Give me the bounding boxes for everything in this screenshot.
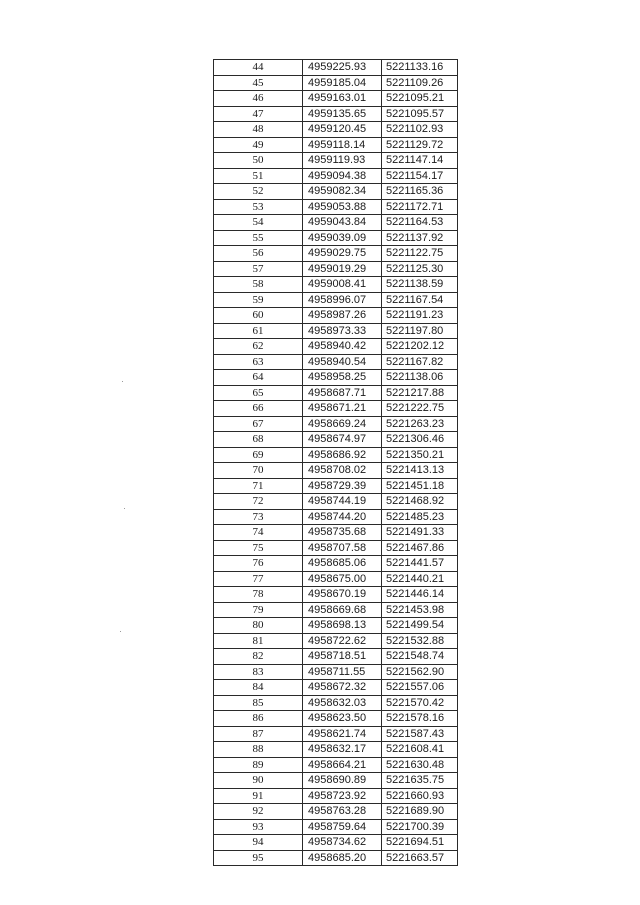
coordinate-table-page bbox=[213, 59, 458, 866]
coordinate-table bbox=[213, 59, 458, 866]
table-row bbox=[214, 664, 458, 680]
y-coordinate-cell: 5221562.90 bbox=[382, 664, 458, 680]
table-row bbox=[214, 587, 458, 603]
y-coordinate-cell: 5221491.33 bbox=[382, 525, 458, 541]
point-number-cell: 67 bbox=[214, 416, 303, 432]
y-coordinate-cell: 5221102.93 bbox=[382, 122, 458, 138]
point-number-cell: 47 bbox=[214, 106, 303, 122]
x-coordinate-cell: 4958987.26 bbox=[303, 308, 382, 324]
point-number-cell: 89 bbox=[214, 757, 303, 773]
y-coordinate-cell: 5221263.23 bbox=[382, 416, 458, 432]
y-coordinate-cell: 5221608.41 bbox=[382, 742, 458, 758]
table-row bbox=[214, 726, 458, 742]
y-coordinate-cell: 5221197.80 bbox=[382, 323, 458, 339]
table-row bbox=[214, 292, 458, 308]
x-coordinate-cell: 4959043.84 bbox=[303, 215, 382, 231]
y-coordinate-cell: 5221441.57 bbox=[382, 556, 458, 572]
table-row bbox=[214, 199, 458, 215]
x-coordinate-cell: 4958698.13 bbox=[303, 618, 382, 634]
y-coordinate-cell: 5221154.17 bbox=[382, 168, 458, 184]
table-row bbox=[214, 432, 458, 448]
point-number-cell: 95 bbox=[214, 850, 303, 866]
y-coordinate-cell: 5221129.72 bbox=[382, 137, 458, 153]
y-coordinate-cell: 5221413.13 bbox=[382, 463, 458, 479]
x-coordinate-cell: 4958763.28 bbox=[303, 804, 382, 820]
y-coordinate-cell: 5221133.16 bbox=[382, 60, 458, 76]
x-coordinate-cell: 4958711.55 bbox=[303, 664, 382, 680]
y-coordinate-cell: 5221635.75 bbox=[382, 773, 458, 789]
x-coordinate-cell: 4958664.21 bbox=[303, 757, 382, 773]
point-number-cell: 84 bbox=[214, 680, 303, 696]
x-coordinate-cell: 4958707.58 bbox=[303, 540, 382, 556]
table-row bbox=[214, 649, 458, 665]
table-row bbox=[214, 788, 458, 804]
y-coordinate-cell: 5221468.92 bbox=[382, 494, 458, 510]
table-row bbox=[214, 277, 458, 293]
point-number-cell: 81 bbox=[214, 633, 303, 649]
x-coordinate-cell: 4959163.01 bbox=[303, 91, 382, 107]
y-coordinate-cell: 5221660.93 bbox=[382, 788, 458, 804]
point-number-cell: 90 bbox=[214, 773, 303, 789]
point-number-cell: 50 bbox=[214, 153, 303, 169]
y-coordinate-cell: 5221109.26 bbox=[382, 75, 458, 91]
point-number-cell: 57 bbox=[214, 261, 303, 277]
y-coordinate-cell: 5221138.06 bbox=[382, 370, 458, 386]
point-number-cell: 51 bbox=[214, 168, 303, 184]
point-number-cell: 74 bbox=[214, 525, 303, 541]
x-coordinate-cell: 4958672.32 bbox=[303, 680, 382, 696]
y-coordinate-cell: 5221125.30 bbox=[382, 261, 458, 277]
table-row bbox=[214, 308, 458, 324]
y-coordinate-cell: 5221164.53 bbox=[382, 215, 458, 231]
x-coordinate-cell: 4958744.19 bbox=[303, 494, 382, 510]
table-row bbox=[214, 323, 458, 339]
point-number-cell: 71 bbox=[214, 478, 303, 494]
scan-speck bbox=[124, 508, 125, 509]
x-coordinate-cell: 4958973.33 bbox=[303, 323, 382, 339]
x-coordinate-cell: 4958685.06 bbox=[303, 556, 382, 572]
x-coordinate-cell: 4959019.29 bbox=[303, 261, 382, 277]
table-row bbox=[214, 91, 458, 107]
point-number-cell: 83 bbox=[214, 664, 303, 680]
point-number-cell: 78 bbox=[214, 587, 303, 603]
y-coordinate-cell: 5221467.86 bbox=[382, 540, 458, 556]
point-number-cell: 58 bbox=[214, 277, 303, 293]
y-coordinate-cell: 5221532.88 bbox=[382, 633, 458, 649]
x-coordinate-cell: 4958621.74 bbox=[303, 726, 382, 742]
x-coordinate-cell: 4958685.20 bbox=[303, 850, 382, 866]
table-row bbox=[214, 509, 458, 525]
x-coordinate-cell: 4958669.24 bbox=[303, 416, 382, 432]
table-row bbox=[214, 804, 458, 820]
point-number-cell: 56 bbox=[214, 246, 303, 262]
table-row bbox=[214, 633, 458, 649]
point-number-cell: 64 bbox=[214, 370, 303, 386]
x-coordinate-cell: 4958940.42 bbox=[303, 339, 382, 355]
table-row bbox=[214, 261, 458, 277]
table-row bbox=[214, 401, 458, 417]
x-coordinate-cell: 4958708.02 bbox=[303, 463, 382, 479]
x-coordinate-cell: 4959119.93 bbox=[303, 153, 382, 169]
x-coordinate-cell: 4958759.64 bbox=[303, 819, 382, 835]
point-number-cell: 82 bbox=[214, 649, 303, 665]
x-coordinate-cell: 4958670.19 bbox=[303, 587, 382, 603]
y-coordinate-cell: 5221147.14 bbox=[382, 153, 458, 169]
y-coordinate-cell: 5221350.21 bbox=[382, 447, 458, 463]
x-coordinate-cell: 4958671.21 bbox=[303, 401, 382, 417]
y-coordinate-cell: 5221165.36 bbox=[382, 184, 458, 200]
x-coordinate-cell: 4958669.68 bbox=[303, 602, 382, 618]
table-row bbox=[214, 757, 458, 773]
point-number-cell: 66 bbox=[214, 401, 303, 417]
table-row bbox=[214, 680, 458, 696]
y-coordinate-cell: 5221578.16 bbox=[382, 711, 458, 727]
y-coordinate-cell: 5221446.14 bbox=[382, 587, 458, 603]
table-row bbox=[214, 122, 458, 138]
table-row bbox=[214, 354, 458, 370]
coordinate-table-body bbox=[214, 60, 458, 866]
x-coordinate-cell: 4959135.65 bbox=[303, 106, 382, 122]
x-coordinate-cell: 4958723.92 bbox=[303, 788, 382, 804]
table-row bbox=[214, 385, 458, 401]
scan-speck bbox=[122, 381, 123, 382]
point-number-cell: 59 bbox=[214, 292, 303, 308]
table-row bbox=[214, 184, 458, 200]
y-coordinate-cell: 5221095.21 bbox=[382, 91, 458, 107]
point-number-cell: 80 bbox=[214, 618, 303, 634]
x-coordinate-cell: 4958996.07 bbox=[303, 292, 382, 308]
point-number-cell: 70 bbox=[214, 463, 303, 479]
y-coordinate-cell: 5221700.39 bbox=[382, 819, 458, 835]
point-number-cell: 73 bbox=[214, 509, 303, 525]
table-row bbox=[214, 137, 458, 153]
y-coordinate-cell: 5221191.23 bbox=[382, 308, 458, 324]
table-row bbox=[214, 416, 458, 432]
scan-speck bbox=[120, 631, 121, 632]
table-row bbox=[214, 773, 458, 789]
table-row bbox=[214, 835, 458, 851]
x-coordinate-cell: 4959185.04 bbox=[303, 75, 382, 91]
point-number-cell: 87 bbox=[214, 726, 303, 742]
y-coordinate-cell: 5221499.54 bbox=[382, 618, 458, 634]
x-coordinate-cell: 4958632.03 bbox=[303, 695, 382, 711]
y-coordinate-cell: 5221202.12 bbox=[382, 339, 458, 355]
point-number-cell: 68 bbox=[214, 432, 303, 448]
table-row bbox=[214, 540, 458, 556]
x-coordinate-cell: 4959039.09 bbox=[303, 230, 382, 246]
table-row bbox=[214, 339, 458, 355]
point-number-cell: 85 bbox=[214, 695, 303, 711]
point-number-cell: 62 bbox=[214, 339, 303, 355]
table-row bbox=[214, 850, 458, 866]
y-coordinate-cell: 5221689.90 bbox=[382, 804, 458, 820]
y-coordinate-cell: 5221440.21 bbox=[382, 571, 458, 587]
x-coordinate-cell: 4958686.92 bbox=[303, 447, 382, 463]
x-coordinate-cell: 4958958.25 bbox=[303, 370, 382, 386]
point-number-cell: 54 bbox=[214, 215, 303, 231]
point-number-cell: 69 bbox=[214, 447, 303, 463]
point-number-cell: 75 bbox=[214, 540, 303, 556]
y-coordinate-cell: 5221587.43 bbox=[382, 726, 458, 742]
x-coordinate-cell: 4958735.68 bbox=[303, 525, 382, 541]
point-number-cell: 76 bbox=[214, 556, 303, 572]
table-row bbox=[214, 75, 458, 91]
table-row bbox=[214, 370, 458, 386]
y-coordinate-cell: 5221630.48 bbox=[382, 757, 458, 773]
x-coordinate-cell: 4958940.54 bbox=[303, 354, 382, 370]
table-row bbox=[214, 463, 458, 479]
x-coordinate-cell: 4958675.00 bbox=[303, 571, 382, 587]
x-coordinate-cell: 4959082.34 bbox=[303, 184, 382, 200]
y-coordinate-cell: 5221557.06 bbox=[382, 680, 458, 696]
point-number-cell: 93 bbox=[214, 819, 303, 835]
y-coordinate-cell: 5221222.75 bbox=[382, 401, 458, 417]
table-row bbox=[214, 230, 458, 246]
y-coordinate-cell: 5221137.92 bbox=[382, 230, 458, 246]
table-row bbox=[214, 571, 458, 587]
x-coordinate-cell: 4958674.97 bbox=[303, 432, 382, 448]
x-coordinate-cell: 4959225.93 bbox=[303, 60, 382, 76]
point-number-cell: 65 bbox=[214, 385, 303, 401]
point-number-cell: 46 bbox=[214, 91, 303, 107]
table-row bbox=[214, 525, 458, 541]
x-coordinate-cell: 4958744.20 bbox=[303, 509, 382, 525]
y-coordinate-cell: 5221217.88 bbox=[382, 385, 458, 401]
x-coordinate-cell: 4959053.88 bbox=[303, 199, 382, 215]
table-row bbox=[214, 819, 458, 835]
y-coordinate-cell: 5221306.46 bbox=[382, 432, 458, 448]
point-number-cell: 79 bbox=[214, 602, 303, 618]
y-coordinate-cell: 5221694.51 bbox=[382, 835, 458, 851]
y-coordinate-cell: 5221485.23 bbox=[382, 509, 458, 525]
y-coordinate-cell: 5221138.59 bbox=[382, 277, 458, 293]
x-coordinate-cell: 4959120.45 bbox=[303, 122, 382, 138]
point-number-cell: 45 bbox=[214, 75, 303, 91]
table-row bbox=[214, 153, 458, 169]
point-number-cell: 92 bbox=[214, 804, 303, 820]
point-number-cell: 53 bbox=[214, 199, 303, 215]
point-number-cell: 94 bbox=[214, 835, 303, 851]
table-row bbox=[214, 556, 458, 572]
y-coordinate-cell: 5221167.82 bbox=[382, 354, 458, 370]
point-number-cell: 52 bbox=[214, 184, 303, 200]
table-row bbox=[214, 478, 458, 494]
table-row bbox=[214, 602, 458, 618]
x-coordinate-cell: 4959094.38 bbox=[303, 168, 382, 184]
y-coordinate-cell: 5221172.71 bbox=[382, 199, 458, 215]
x-coordinate-cell: 4958623.50 bbox=[303, 711, 382, 727]
table-row bbox=[214, 618, 458, 634]
point-number-cell: 86 bbox=[214, 711, 303, 727]
table-row bbox=[214, 215, 458, 231]
y-coordinate-cell: 5221548.74 bbox=[382, 649, 458, 665]
x-coordinate-cell: 4958734.62 bbox=[303, 835, 382, 851]
y-coordinate-cell: 5221095.57 bbox=[382, 106, 458, 122]
point-number-cell: 44 bbox=[214, 60, 303, 76]
x-coordinate-cell: 4958690.89 bbox=[303, 773, 382, 789]
x-coordinate-cell: 4958687.71 bbox=[303, 385, 382, 401]
point-number-cell: 72 bbox=[214, 494, 303, 510]
table-row bbox=[214, 60, 458, 76]
point-number-cell: 55 bbox=[214, 230, 303, 246]
y-coordinate-cell: 5221167.54 bbox=[382, 292, 458, 308]
table-row bbox=[214, 168, 458, 184]
table-row bbox=[214, 246, 458, 262]
x-coordinate-cell: 4959008.41 bbox=[303, 277, 382, 293]
x-coordinate-cell: 4959118.14 bbox=[303, 137, 382, 153]
x-coordinate-cell: 4958632.17 bbox=[303, 742, 382, 758]
point-number-cell: 88 bbox=[214, 742, 303, 758]
table-row bbox=[214, 711, 458, 727]
x-coordinate-cell: 4959029.75 bbox=[303, 246, 382, 262]
table-row bbox=[214, 695, 458, 711]
y-coordinate-cell: 5221453.98 bbox=[382, 602, 458, 618]
table-row bbox=[214, 447, 458, 463]
point-number-cell: 60 bbox=[214, 308, 303, 324]
point-number-cell: 48 bbox=[214, 122, 303, 138]
point-number-cell: 91 bbox=[214, 788, 303, 804]
y-coordinate-cell: 5221663.57 bbox=[382, 850, 458, 866]
table-row bbox=[214, 494, 458, 510]
y-coordinate-cell: 5221122.75 bbox=[382, 246, 458, 262]
table-row bbox=[214, 106, 458, 122]
y-coordinate-cell: 5221570.42 bbox=[382, 695, 458, 711]
point-number-cell: 49 bbox=[214, 137, 303, 153]
x-coordinate-cell: 4958718.51 bbox=[303, 649, 382, 665]
point-number-cell: 63 bbox=[214, 354, 303, 370]
x-coordinate-cell: 4958729.39 bbox=[303, 478, 382, 494]
x-coordinate-cell: 4958722.62 bbox=[303, 633, 382, 649]
point-number-cell: 61 bbox=[214, 323, 303, 339]
point-number-cell: 77 bbox=[214, 571, 303, 587]
y-coordinate-cell: 5221451.18 bbox=[382, 478, 458, 494]
table-row bbox=[214, 742, 458, 758]
